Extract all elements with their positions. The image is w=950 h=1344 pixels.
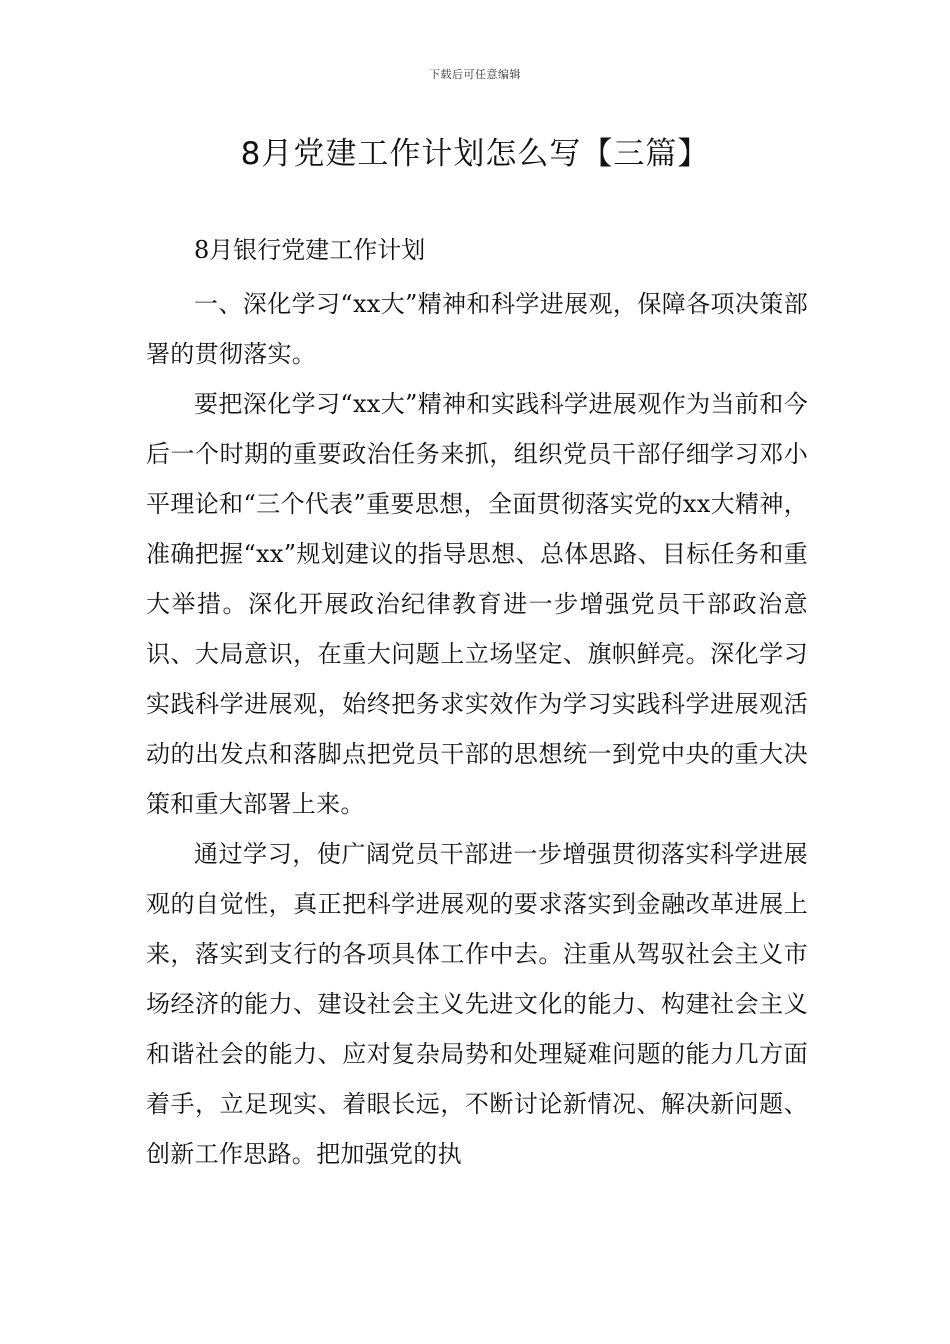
section-subtitle: 8月银行党建工作计划 — [194, 236, 426, 264]
document-title: 8月党建工作计划怎么写【三篇】 — [240, 136, 710, 172]
paragraph-3: 通过学习，使广阔党员干部进一步增强贯彻落实科学进展观的自觉性，真正把科学进展观的要求落实到金融改革进展上来，落实到支行的各项具体工作中去。注重从驾驭社会主义市场经济的能力、建设社会主义先进文化的能力、构建社会主义和谐社会的能力、应对复杂局势和处理疑难问题的能力几方面着手，立足现实、着眼长远，不断讨论新情况、解决新问题、创新工作思路。把加强党的执 — [146, 840, 808, 1168]
paragraph-1: 一、深化学习“xx大”精神和科学进展观，保障各项决策部署的贯彻落实。 — [146, 290, 808, 368]
header-note: 下载后可任意编辑 — [429, 68, 521, 81]
document-body — [146, 225, 808, 1179]
paragraph-2: 要把深化学习“xx大”精神和实践科学进展观作为当前和今后一个时期的重要政治任务来抓，组织党员干部仔细学习邓小平理论和“三个代表”重要思想，全面贯彻落实党的xx大精神，准确把握“xx”规划建议的指导思想、总体思路、目标任务和重大举措。深化开展政治纪律教育进一步增强党员干部政治意识、大局意识，在重大问题上立场坚定、旗帜鲜亮。深化学习实践科学进展观，始终把务求实效作为学习实践科学进展观活动的出发点和落脚点把党员干部的思想统一到党中央的重大决策和重大部署上来。 — [146, 390, 808, 818]
